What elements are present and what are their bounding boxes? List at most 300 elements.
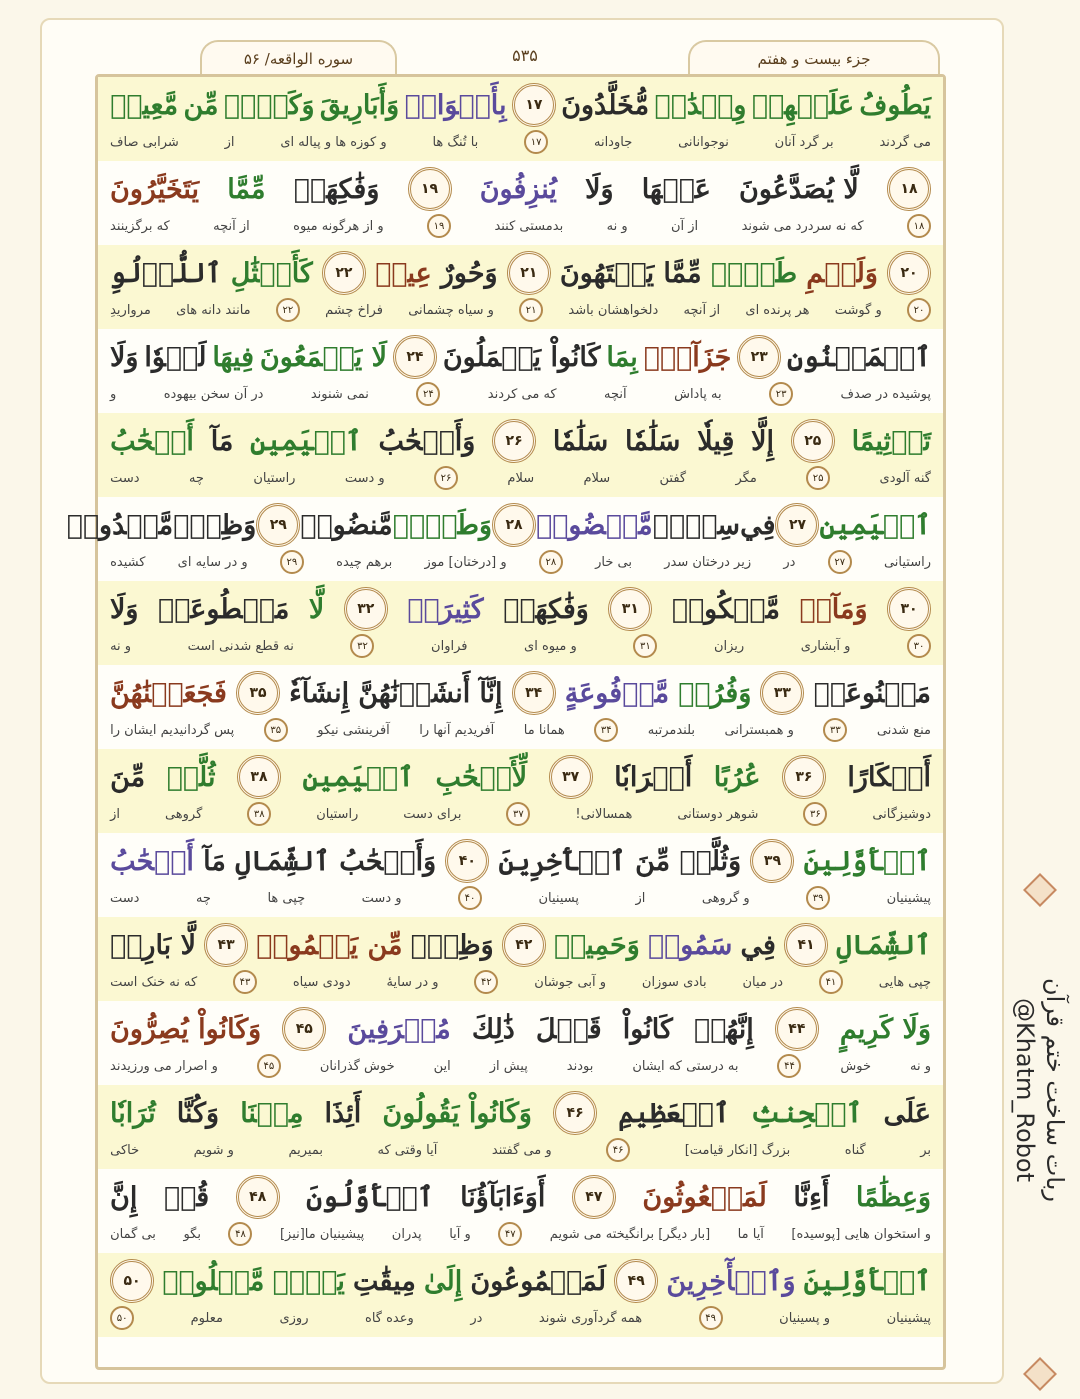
translation-word: خوش — [840, 1058, 872, 1074]
translation-word: فراخ چشم — [325, 302, 383, 318]
arabic-word: ٱلۡأٓخِرِينَ — [498, 845, 626, 877]
ayah-number-small: ۲۵ — [806, 466, 830, 490]
ayah-number-small: ۴۱ — [819, 970, 843, 994]
arabic-line — [110, 669, 931, 717]
persian-translation-line — [110, 1053, 931, 1079]
translation-word: بی گمان — [110, 1226, 156, 1242]
arabic-word: أَوَءَابَآؤُنَا — [460, 1181, 546, 1213]
ayah-number-small: ۴۶ — [606, 1138, 630, 1162]
arabic-word: ٱلۡعَظِيمِ — [618, 1097, 730, 1129]
translation-word: و نه — [606, 218, 628, 234]
verse-row — [98, 665, 943, 749]
arabic-word: وَطَلۡحٖ — [392, 509, 492, 541]
translation-word: از — [110, 806, 120, 822]
arabic-word: لَا يَسۡمَعُونَ — [259, 341, 388, 373]
arabic-word: عَلَيۡهِمۡ — [751, 89, 855, 121]
translation-word: و میوه ای — [524, 638, 577, 654]
arabic-line — [110, 1173, 931, 1221]
translation-word: برهم چیده — [336, 554, 393, 570]
translation-word: و دست — [361, 890, 402, 906]
ayah-number-medallion: ۳۷ — [549, 755, 593, 799]
translation-word: پیشینیان — [886, 890, 931, 906]
translation-word: از آن — [670, 218, 699, 234]
arabic-word: سِدۡرٖ — [652, 509, 741, 541]
arabic-word: مَّعۡلُومٖ — [162, 1265, 265, 1297]
ayah-number-medallion: ۲۸ — [492, 503, 536, 547]
arabic-word: وَكَانُواْ يَقُولُونَ — [382, 1097, 532, 1129]
arabic-word: جَزَآءَۢ — [643, 341, 732, 373]
ayah-number-medallion: ۴۲ — [502, 923, 546, 967]
verse-row — [98, 1085, 943, 1169]
arabic-word: وَلَحۡمِ — [806, 257, 878, 289]
translation-word: چپی ها — [267, 890, 306, 906]
persian-translation-line — [110, 633, 931, 659]
ayah-number-medallion: ۳۰ — [887, 587, 931, 631]
ayah-number-medallion: ۴۴ — [775, 1007, 819, 1051]
translation-word: آیا وقتی که — [377, 1142, 438, 1158]
ayah-number-small: ۳۵ — [264, 718, 288, 742]
ayah-number-small: ۴۲ — [474, 970, 498, 994]
arabic-word: وَمَآءٖ — [799, 593, 868, 625]
translation-word: زیر درختان سدر — [664, 554, 752, 570]
arabic-word: أَنشَأۡنَٰهُنَّ — [358, 677, 471, 709]
arabic-word: يَشۡتَهُونَ — [559, 257, 655, 289]
arabic-word: مَّمۡدُودٖ — [66, 509, 174, 541]
ayah-number-medallion: ۳۲ — [344, 587, 388, 631]
persian-translation-line — [110, 381, 931, 407]
ayah-number-small: ۳۸ — [247, 802, 271, 826]
translation-word: چه — [188, 470, 204, 486]
arabic-word: وَأَصۡحَٰبُ — [339, 845, 437, 877]
arabic-line — [110, 1005, 931, 1053]
arabic-word: لَمَجۡمُوعُونَ — [470, 1265, 607, 1297]
translation-word: و آبی جوشان — [534, 974, 607, 990]
translation-word: مرواریدِ — [110, 302, 151, 318]
arabic-line — [66, 501, 931, 549]
arabic-line — [110, 921, 931, 969]
arabic-word: مِتۡنَا — [240, 1097, 304, 1129]
watermark — [1010, 880, 1080, 1300]
translation-word: و در سایه ای — [177, 554, 248, 570]
arabic-word: وَأَصۡحَٰبُ — [378, 425, 476, 457]
translation-word: منع شدنی — [876, 722, 931, 738]
arabic-word: عَلَى — [883, 1097, 931, 1129]
ayah-number-medallion: ۴۹ — [614, 1259, 658, 1303]
translation-word: از — [635, 890, 646, 906]
translation-word: این — [433, 1058, 451, 1074]
arabic-word: سَلَٰمٗا — [552, 425, 609, 457]
arabic-word: عَنۡهَا — [641, 173, 711, 205]
ayah-number-medallion: ۴۱ — [784, 923, 828, 967]
translation-word: بی خار — [595, 554, 632, 570]
ayah-number-small: ۳۰ — [907, 634, 931, 658]
translation-word: دلخواهشان باشد — [568, 302, 659, 318]
persian-translation-line — [110, 717, 931, 743]
translation-word: راستیان — [316, 806, 359, 822]
verse-rows — [66, 77, 943, 1337]
arabic-word: فَجَعَلۡنَٰهُنَّ — [110, 677, 227, 709]
ayah-number-medallion: ۴۵ — [282, 1007, 326, 1051]
translation-word: و شویم — [193, 1142, 234, 1158]
ayah-number-medallion: ۲۳ — [737, 335, 781, 379]
ayah-number-medallion: ۱۷ — [512, 83, 556, 127]
translation-word: بودند — [566, 1058, 594, 1074]
verse-row — [98, 77, 943, 161]
translation-word: با تُنگ ها — [432, 134, 479, 150]
translation-word: پیشینیان — [886, 1310, 931, 1326]
translation-word: در میان — [742, 974, 784, 990]
verse-row — [98, 1253, 943, 1337]
arabic-word: ٱلۡأَوَّلِينَ — [803, 1265, 931, 1297]
translation-word: گفتن — [659, 470, 687, 486]
translation-word: و می گفتند — [491, 1142, 552, 1158]
arabic-word: ٱلۡأَوَّلُونَ — [306, 1181, 434, 1213]
ayah-number-small: ۲۶ — [434, 466, 458, 490]
ayah-number-medallion: ۲۲ — [322, 251, 366, 295]
arabic-word: مُّخَلَّدُونَ — [561, 89, 650, 121]
translation-word: پوشیده در صدف — [840, 386, 931, 402]
ayah-number-medallion: ۲۹ — [256, 503, 300, 547]
arabic-word: كَثِيرَةٖ — [407, 593, 484, 625]
persian-translation-line — [110, 1221, 931, 1247]
translation-word: فراوان — [431, 638, 468, 654]
arabic-word: كَأَمۡثَٰلِ — [230, 257, 313, 289]
arabic-word: ٱلۡيَمِينِ — [250, 425, 362, 457]
arabic-word: لِّأَصۡحَٰبِ — [435, 761, 528, 793]
translation-word: و — [110, 386, 117, 402]
translation-word: و آبشاری — [800, 638, 851, 654]
verse-row — [98, 1001, 943, 1085]
ayah-number-medallion: ۲۱ — [507, 251, 551, 295]
ayah-number-medallion: ۴۶ — [553, 1091, 597, 1135]
page-number: ۵۳۵ — [512, 46, 538, 65]
ayah-number-small: ۳۳ — [823, 718, 847, 742]
arabic-word: طَيۡرٖ — [710, 257, 798, 289]
arabic-word: ٱلۡأَوَّلِينَ — [803, 845, 931, 877]
translation-word: که نه خنک است — [110, 974, 198, 990]
persian-translation-line — [110, 129, 931, 155]
translation-word: و [درختان] موز — [424, 554, 507, 570]
translation-word: دست — [110, 890, 140, 906]
ayah-number-small: ۳۴ — [594, 718, 618, 742]
arabic-word: وَظِلّٖ — [173, 509, 257, 541]
translation-word: چه — [195, 890, 211, 906]
arabic-word: مَمۡنُوعَةٖ — [813, 677, 931, 709]
translation-word: روزی — [279, 1310, 309, 1326]
ayah-number-medallion: ۱۸ — [887, 167, 931, 211]
translation-word: معلوم — [190, 1310, 223, 1326]
translation-word: پسینیان — [538, 890, 579, 906]
ayah-number-medallion: ۳۴ — [512, 671, 556, 715]
arabic-word: وَكُنَّا — [176, 1097, 220, 1129]
verse-row — [98, 917, 943, 1001]
translation-word: به پاداش — [674, 386, 722, 402]
ayah-number-small: ۵۰ — [110, 1306, 134, 1330]
ayah-number-medallion: ۳۹ — [750, 839, 794, 883]
translation-word: دست — [110, 470, 140, 486]
arabic-line — [110, 81, 931, 129]
ayah-number-medallion: ۲۴ — [393, 335, 437, 379]
ayah-number-small: ۲۲ — [276, 298, 300, 322]
arabic-word: وَظِلّٖ — [410, 929, 494, 961]
arabic-word: وَٱلۡأٓخِرِينَ — [666, 1265, 796, 1297]
translation-word: دوشیزگانی — [872, 806, 931, 822]
arabic-word: أَصۡحَٰبُ — [110, 425, 194, 457]
translation-word: شرابی صاف — [110, 134, 179, 150]
translation-word: دودی سیاه — [292, 974, 351, 990]
arabic-word: لَغۡوٗا — [144, 341, 207, 373]
arabic-word: لَّا بَارِدٖ — [110, 929, 196, 961]
arabic-word: ٱلۡحِنثِ — [750, 1097, 863, 1129]
translation-word: ریزان — [713, 638, 745, 654]
persian-translation-line — [110, 213, 931, 239]
arabic-word: ٱلشِّمَالِ — [836, 929, 931, 961]
arabic-word: مَّخۡضُودٖ — [535, 509, 653, 541]
translation-word: که نه سردرد می شوند — [741, 218, 864, 234]
arabic-word: ٱلۡيَمِينِ — [819, 509, 931, 541]
surah-label: سوره الواقعه/ ۵۶ — [200, 40, 397, 76]
persian-translation-line — [110, 1137, 931, 1163]
arabic-word: ثُلَّةٞ — [166, 761, 216, 793]
translation-word: وعده گاه — [365, 1310, 414, 1326]
persian-translation-line — [110, 969, 931, 995]
arabic-word: ٱلشِّمَالِ — [235, 845, 330, 877]
verse-row — [98, 1169, 943, 1253]
arabic-word: لَّا — [308, 593, 325, 625]
ayah-number-small: ۳۹ — [806, 886, 830, 910]
translation-word: می گردند — [879, 134, 931, 150]
translation-word: راستیانی — [883, 554, 931, 570]
translation-word: مگر — [735, 470, 757, 486]
arabic-word: وَفُرُشٖ — [678, 677, 752, 709]
arabic-word: ذَٰلِكَ — [471, 1013, 515, 1045]
ayah-number-medallion: ۳۱ — [608, 587, 652, 631]
translation-word: و استخوان هایی [پوسیده] — [791, 1226, 931, 1242]
arabic-line — [110, 249, 931, 297]
verse-row — [98, 749, 943, 833]
arabic-word: وَثُلَّةٞ — [679, 845, 742, 877]
arabic-word: وَفَٰكِهَةٖ — [293, 173, 380, 205]
translation-word: بر گرد آنان — [774, 134, 834, 150]
ayah-number-medallion: ۴۷ — [572, 1175, 616, 1219]
arabic-word: مَآ — [210, 425, 234, 457]
translation-word: همه گردآوری شوند — [538, 1310, 643, 1326]
arabic-word: وَلَا — [110, 593, 139, 625]
translation-word: به درستی که ایشان — [632, 1058, 739, 1074]
translation-word: در — [470, 1310, 483, 1326]
translation-word: کشیده — [110, 554, 146, 570]
verse-row — [98, 833, 943, 917]
arabic-word: مِّن يَحۡمُومٖ — [256, 929, 403, 961]
arabic-word: مَقۡطُوعَةٖ — [157, 593, 290, 625]
translation-word: آنچه — [604, 386, 627, 402]
verse-row — [98, 329, 943, 413]
ayah-number-medallion: ۲۰ — [887, 251, 931, 295]
translation-word: و دست — [344, 470, 385, 486]
watermark-text — [1000, 880, 1070, 1300]
translation-word: بدمستی کنند — [494, 218, 564, 234]
translation-word: و در سایهٔ — [386, 974, 439, 990]
arabic-word: يَتَخَيَّرُونَ — [110, 173, 200, 205]
arabic-line — [110, 1257, 931, 1305]
arabic-word: مَآ — [203, 845, 226, 877]
persian-translation-line — [110, 465, 931, 491]
arabic-word: وَلَا كَرِيمٍ — [839, 1013, 931, 1045]
translation-word: گروهی — [164, 806, 203, 822]
arabic-word: وَحُورٌ — [440, 257, 498, 289]
arabic-word: وَلَا — [110, 341, 139, 373]
persian-translation-line — [110, 885, 931, 911]
ayah-number-small: ۲۴ — [416, 382, 440, 406]
arabic-word: وَكَأۡسٖ — [223, 89, 315, 121]
ayah-number-small: ۳۱ — [633, 634, 657, 658]
arabic-word: فِي — [740, 929, 776, 961]
translation-word: و کوزه ها و پیاله ای — [280, 134, 387, 150]
arabic-word: مِيقَٰتِ — [353, 1265, 416, 1297]
translation-word: نمی شنوند — [310, 386, 369, 402]
ayah-number-small: ۳۲ — [350, 634, 374, 658]
verse-row — [98, 413, 943, 497]
translation-word: گنه آلودی — [879, 470, 931, 486]
ayah-number-small: ۱۷ — [524, 130, 548, 154]
arabic-word: مُتۡرَفِينَ — [347, 1013, 451, 1045]
juz-label: جزء بیست و هفتم — [688, 40, 940, 76]
arabic-line — [110, 837, 931, 885]
arabic-word: سَلَٰمٗا — [625, 425, 681, 457]
translation-word: و پسینیان — [779, 1310, 831, 1326]
translation-word: مانند دانه های — [176, 302, 251, 318]
arabic-word: وَلَا — [585, 173, 614, 205]
arabic-word: أَئِذَا — [324, 1097, 362, 1129]
translation-word: پدران — [391, 1226, 422, 1242]
translation-word: از — [224, 134, 235, 150]
translation-word: گناه — [844, 1142, 866, 1158]
arabic-word: وَكَانُواْ يُصِرُّونَ — [110, 1013, 262, 1045]
ayah-number-medallion: ۲۶ — [492, 419, 536, 463]
arabic-word: مَّرۡفُوعَةٍ — [564, 677, 670, 709]
arabic-line — [110, 165, 931, 213]
arabic-word: يَوۡمٖ — [272, 1265, 345, 1297]
ayah-number-medallion: ۴۸ — [236, 1175, 280, 1219]
translation-word: همانا ما — [523, 722, 565, 738]
translation-word: بگو — [183, 1226, 201, 1242]
translation-word: پس گردانیدیم ایشان را — [110, 722, 235, 738]
translation-word: و سیاه چشمانی — [408, 302, 494, 318]
translation-word: پیشینیان ما[نیز] — [279, 1226, 365, 1242]
arabic-word: مِّنَ — [635, 845, 671, 877]
arabic-word: إِلَىٰ — [423, 1265, 463, 1297]
verse-row — [98, 161, 943, 245]
arabic-word: ٱلۡمَكۡنُونِ — [787, 341, 931, 373]
ayah-number-small: ۴۵ — [257, 1054, 281, 1078]
translation-word: آفرینشی نیکو — [317, 722, 390, 738]
translation-word: که می کردند — [487, 386, 557, 402]
translation-word: و همبسترانی — [724, 722, 794, 738]
persian-translation-line — [110, 1305, 931, 1331]
ayah-number-small: ۳۷ — [506, 802, 530, 826]
translation-word: آفریدیم آنها را — [419, 722, 495, 738]
verse-row — [66, 497, 943, 581]
arabic-word: وَحَمِيمٖ — [553, 929, 640, 961]
ayah-number-small: ۴۴ — [777, 1054, 801, 1078]
quran-page — [66, 74, 946, 1370]
arabic-word: سَمُومٖ — [647, 929, 733, 961]
persian-translation-line — [110, 297, 931, 323]
translation-word: در — [783, 554, 796, 570]
verse-row — [98, 581, 943, 665]
translation-word: در آن سخن بیهوده — [163, 386, 264, 402]
ayah-number-small: ۲۸ — [539, 550, 563, 574]
translation-word: پیش از — [489, 1058, 528, 1074]
arabic-word: كَانُواْ يَعۡمَلُونَ — [442, 341, 601, 373]
ayah-number-small: ۲۰ — [907, 298, 931, 322]
arabic-line — [110, 753, 931, 801]
page-header — [95, 40, 940, 74]
arabic-word: ٱللُّؤۡلُوِ — [110, 257, 222, 289]
translation-word: [بار دیگر] برانگیخته می شویم — [549, 1226, 711, 1242]
arabic-word: أَتۡرَابٗا — [614, 761, 693, 793]
translation-word: بزرگ [انکار قیامت] — [684, 1142, 791, 1158]
translation-word: و گوشت — [834, 302, 882, 318]
ayah-number-small: ۴۷ — [498, 1222, 522, 1246]
arabic-line — [110, 1089, 931, 1137]
translation-word: از آنچه — [213, 218, 250, 234]
ayah-number-small: ۱۸ — [907, 214, 931, 238]
translation-word: که برگزینند — [110, 218, 170, 234]
arabic-word: لَّا يُصَدَّعُونَ — [739, 173, 859, 205]
watermark-line2: @Khatm_Robot — [1011, 997, 1039, 1183]
ayah-number-medallion: ۲۷ — [775, 503, 819, 547]
arabic-word: أَءِنَّا — [793, 1181, 830, 1213]
translation-word: خاکی — [110, 1142, 140, 1158]
arabic-word: إِنَّ — [110, 1181, 138, 1213]
arabic-word: مَّعِينٖ — [110, 89, 179, 121]
ayah-number-small: ۲۳ — [769, 382, 793, 406]
translation-word: سلام — [507, 470, 535, 486]
ayah-number-small: ۳۶ — [803, 802, 827, 826]
arabic-word: مِّن — [183, 89, 219, 121]
ayah-number-medallion: ۱۹ — [408, 167, 452, 211]
translation-word: و نه — [910, 1058, 931, 1074]
arabic-line — [110, 585, 931, 633]
ayah-number-small: ۲۱ — [519, 298, 543, 322]
arabic-word: مِّمَّا — [663, 257, 702, 289]
arabic-word: قَبۡلَ — [535, 1013, 602, 1045]
ayah-number-medallion: ۲۵ — [791, 419, 835, 463]
arabic-word: يُنزِفُونَ — [479, 173, 557, 205]
translation-word: و گروهی — [701, 890, 750, 906]
translation-word: بمیریم — [288, 1142, 323, 1158]
arabic-word: إِنَّآ — [479, 677, 503, 709]
arabic-word: تَأۡثِيمًا — [851, 425, 931, 457]
arabic-word: لَمَبۡعُوثُونَ — [642, 1181, 767, 1213]
arabic-word: وَفَٰكِهَةٖ — [503, 593, 589, 625]
arabic-word: قِيلٗا — [697, 425, 735, 457]
ornament-bottom — [1023, 1357, 1057, 1391]
arabic-word: وَأَبَارِيقَ — [319, 89, 400, 121]
arabic-word: تُرَابٗا — [110, 1097, 156, 1129]
ayah-number-medallion: ۳۵ — [236, 671, 280, 715]
translation-word: نه قطع شدنی است — [187, 638, 294, 654]
ayah-number-small: ۴۸ — [228, 1222, 252, 1246]
ayah-number-medallion: ۳۸ — [237, 755, 281, 799]
translation-word: جاودانه — [593, 134, 633, 150]
arabic-word: إِنشَآءٗ — [289, 677, 350, 709]
translation-word: و اصرار می ورزیدند — [110, 1058, 218, 1074]
translation-word: برای دست — [403, 806, 462, 822]
ayah-number-medallion: ۳۶ — [782, 755, 826, 799]
translation-word: سلام — [583, 470, 611, 486]
